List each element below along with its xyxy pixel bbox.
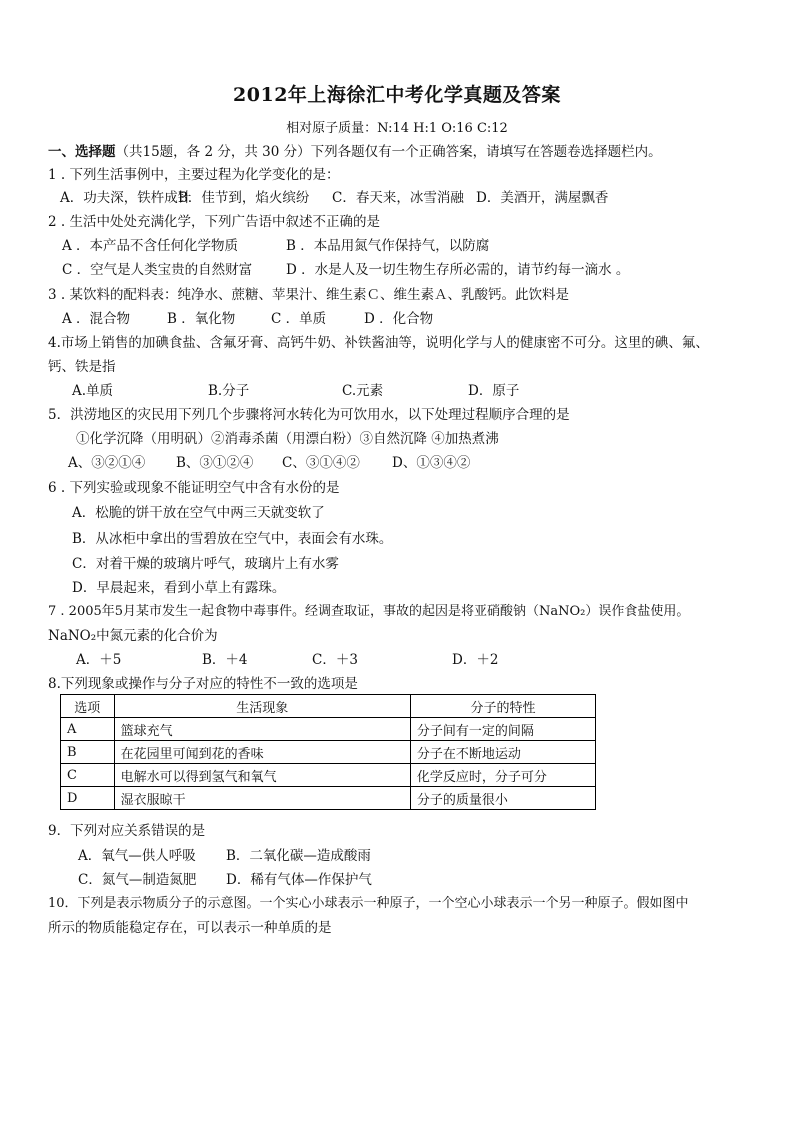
q1-options xyxy=(60,189,608,207)
q6-option-a: A．松脆的饼干放在空气中两三天就变软了 xyxy=(72,505,325,521)
q5-option-a: A、③②①④ xyxy=(68,455,146,471)
q2-stem: 2 . 生活中处处充满化学，下列广告语中叙述不正确的是 xyxy=(48,214,380,230)
section-heading-desc: （共15题，各 2 分，共 30 分）下列各题仅有一个正确答案，请填写在答题卷选择题栏内。 xyxy=(115,144,662,160)
q4-option-c: C.元素 xyxy=(342,383,384,399)
q8-cell: B xyxy=(61,741,115,764)
q10-stem-line2: 所示的物质能稳定存在，可以表示一种单质的是 xyxy=(48,920,332,936)
q4-options xyxy=(72,382,519,400)
q4-option-b: B.分子 xyxy=(208,383,250,399)
q3-option-a: A ．混合物 xyxy=(62,311,131,327)
q6-stem: 6 . 下列实验或现象不能证明空气中含有水份的是 xyxy=(48,480,340,496)
table-row xyxy=(61,741,596,764)
q3-option-b: B ．氧化物 xyxy=(167,311,236,327)
q8-cell: 湿衣服晾干 xyxy=(114,787,410,810)
page-title: 2012年上海徐汇中考化学真题及答案 xyxy=(233,84,561,106)
q7-options xyxy=(76,651,498,669)
q6-option-c: C．对着干燥的玻璃片呼气，玻璃片上有水雾 xyxy=(72,556,339,572)
q7-option-c: C．＋3 xyxy=(312,652,358,668)
q8-stem: 8.下列现象或操作与分子对应的特性不一致的选项是 xyxy=(48,676,358,692)
q1-option-a: A．功夫深，铁杵成针 xyxy=(60,190,192,206)
q9-option-c: C．氮气—制造氮肥 xyxy=(78,872,197,888)
table-row xyxy=(61,787,596,810)
q2-option-c: C ．空气是人类宝贵的自然财富 xyxy=(62,262,253,278)
q9-options-row2 xyxy=(78,871,372,889)
q9-option-b: B．二氧化碳—造成酸雨 xyxy=(226,848,371,864)
q9-option-d: D．稀有气体—作保护气 xyxy=(226,872,372,888)
q8-cell: 分子间有一定的间隔 xyxy=(410,718,595,741)
q1-option-d: D．美酒开，满屋飘香 xyxy=(476,190,609,206)
q8-cell: 化学反应时，分子可分 xyxy=(410,764,595,787)
q7-stem-line1: 7 . 2005年5月某市发生一起食物中毒事件。经调查取证，事故的起因是将亚硝酸钠（NaNO₂）误作食盐使用。 xyxy=(48,604,690,619)
q6-option-b: B．从冰柜中拿出的雪碧放在空气中，表面会有水珠。 xyxy=(72,531,393,547)
q4-option-d: D．原子 xyxy=(468,383,520,399)
q9-option-a: A．氧气—供人呼吸 xyxy=(78,848,196,864)
q8-table xyxy=(60,694,596,810)
section-heading xyxy=(48,143,662,161)
q5-option-c: C、③①④② xyxy=(282,455,360,471)
atomic-masses: 相对原子质量：N:14 H:1 O:16 C:12 xyxy=(286,121,508,136)
q4-option-a: A.单质 xyxy=(72,383,114,399)
q8-cell: D xyxy=(61,787,115,810)
q8-cell: 电解水可以得到氢气和氧气 xyxy=(114,764,410,787)
q8-cell: 在花园里可闻到花的香味 xyxy=(114,741,410,764)
q10-stem-line1: 10．下列是表示物质分子的示意图。一个实心小球表示一种原子，一个空心小球表示一个另一种原子。假如图中 xyxy=(48,896,689,911)
q2-option-b: B ．本品用氮气作保持气，以防腐 xyxy=(286,238,490,254)
q8-cell: 分子的质量很小 xyxy=(410,787,595,810)
q1-stem: 1 . 下列生活事例中，主要过程为化学变化的是： xyxy=(48,167,340,183)
q7-option-d: D．＋2 xyxy=(452,652,499,668)
q8-header-option: 选项 xyxy=(61,695,115,718)
q8-cell: 分子在不断地运动 xyxy=(410,741,595,764)
q7-option-b: B．＋4 xyxy=(202,652,248,668)
q7-option-a: A．＋5 xyxy=(76,652,122,668)
section-heading-label: 一、选择题 xyxy=(48,144,116,160)
q2-option-d: D ．水是人及一切生物生存所必需的，请节约每一滴水 。 xyxy=(286,262,630,278)
table-row xyxy=(61,718,596,741)
q6-option-d: D．早晨起来，看到小草上有露珠。 xyxy=(72,580,286,596)
q9-options-row1 xyxy=(78,847,371,865)
q8-cell: 篮球充气 xyxy=(114,718,410,741)
q3-options xyxy=(62,310,433,328)
q4-stem-line1: 4.市场上销售的加碘食盐、含氟牙膏、高钙牛奶、补铁酱油等，说明化学与人的健康密不可分。这里的碘、氟、 xyxy=(48,335,709,351)
q5-option-b: B、③①②④ xyxy=(176,455,254,471)
q9-stem: 9．下列对应关系错误的是 xyxy=(48,823,206,839)
q3-option-c: C ．单质 xyxy=(271,311,327,327)
q8-header-property: 分子的特性 xyxy=(410,695,595,718)
q1-option-c: C．春天来，冰雪消融 xyxy=(332,190,464,206)
q8-table-header xyxy=(61,695,596,718)
q5-options xyxy=(68,454,470,472)
q5-option-d: D、①③④② xyxy=(392,455,471,471)
q3-stem: 3 . 某饮料的配料表：纯净水、蔗糖、苹果汁、维生素Ｃ、维生素Ａ、乳酸钙。此饮料是 xyxy=(48,287,569,303)
q5-stem: 5．洪涝地区的灾民用下列几个步骤将河水转化为可饮用水，以下处理过程顺序合理的是 xyxy=(48,407,570,423)
q3-option-d: D ．化合物 xyxy=(364,311,434,327)
q8-cell: C xyxy=(61,764,115,787)
table-row xyxy=(61,764,596,787)
q2-options-row2 xyxy=(62,261,629,279)
q8-header-phenomenon: 生活现象 xyxy=(114,695,410,718)
q5-steps: ①化学沉降（用明矾）②消毒杀菌（用漂白粉）③自然沉降 ④加热煮沸 xyxy=(76,431,499,447)
q8-cell: A xyxy=(61,718,115,741)
q2-options-row1 xyxy=(62,237,489,255)
q1-option-b: B．佳节到，焰火缤纷 xyxy=(178,190,310,206)
q7-stem-line2: NaNO₂中氮元素的化合价为 xyxy=(48,628,218,644)
q2-option-a: A ．本产品不含任何化学物质 xyxy=(62,238,239,254)
q4-stem-line2: 钙、铁是指 xyxy=(48,359,116,375)
